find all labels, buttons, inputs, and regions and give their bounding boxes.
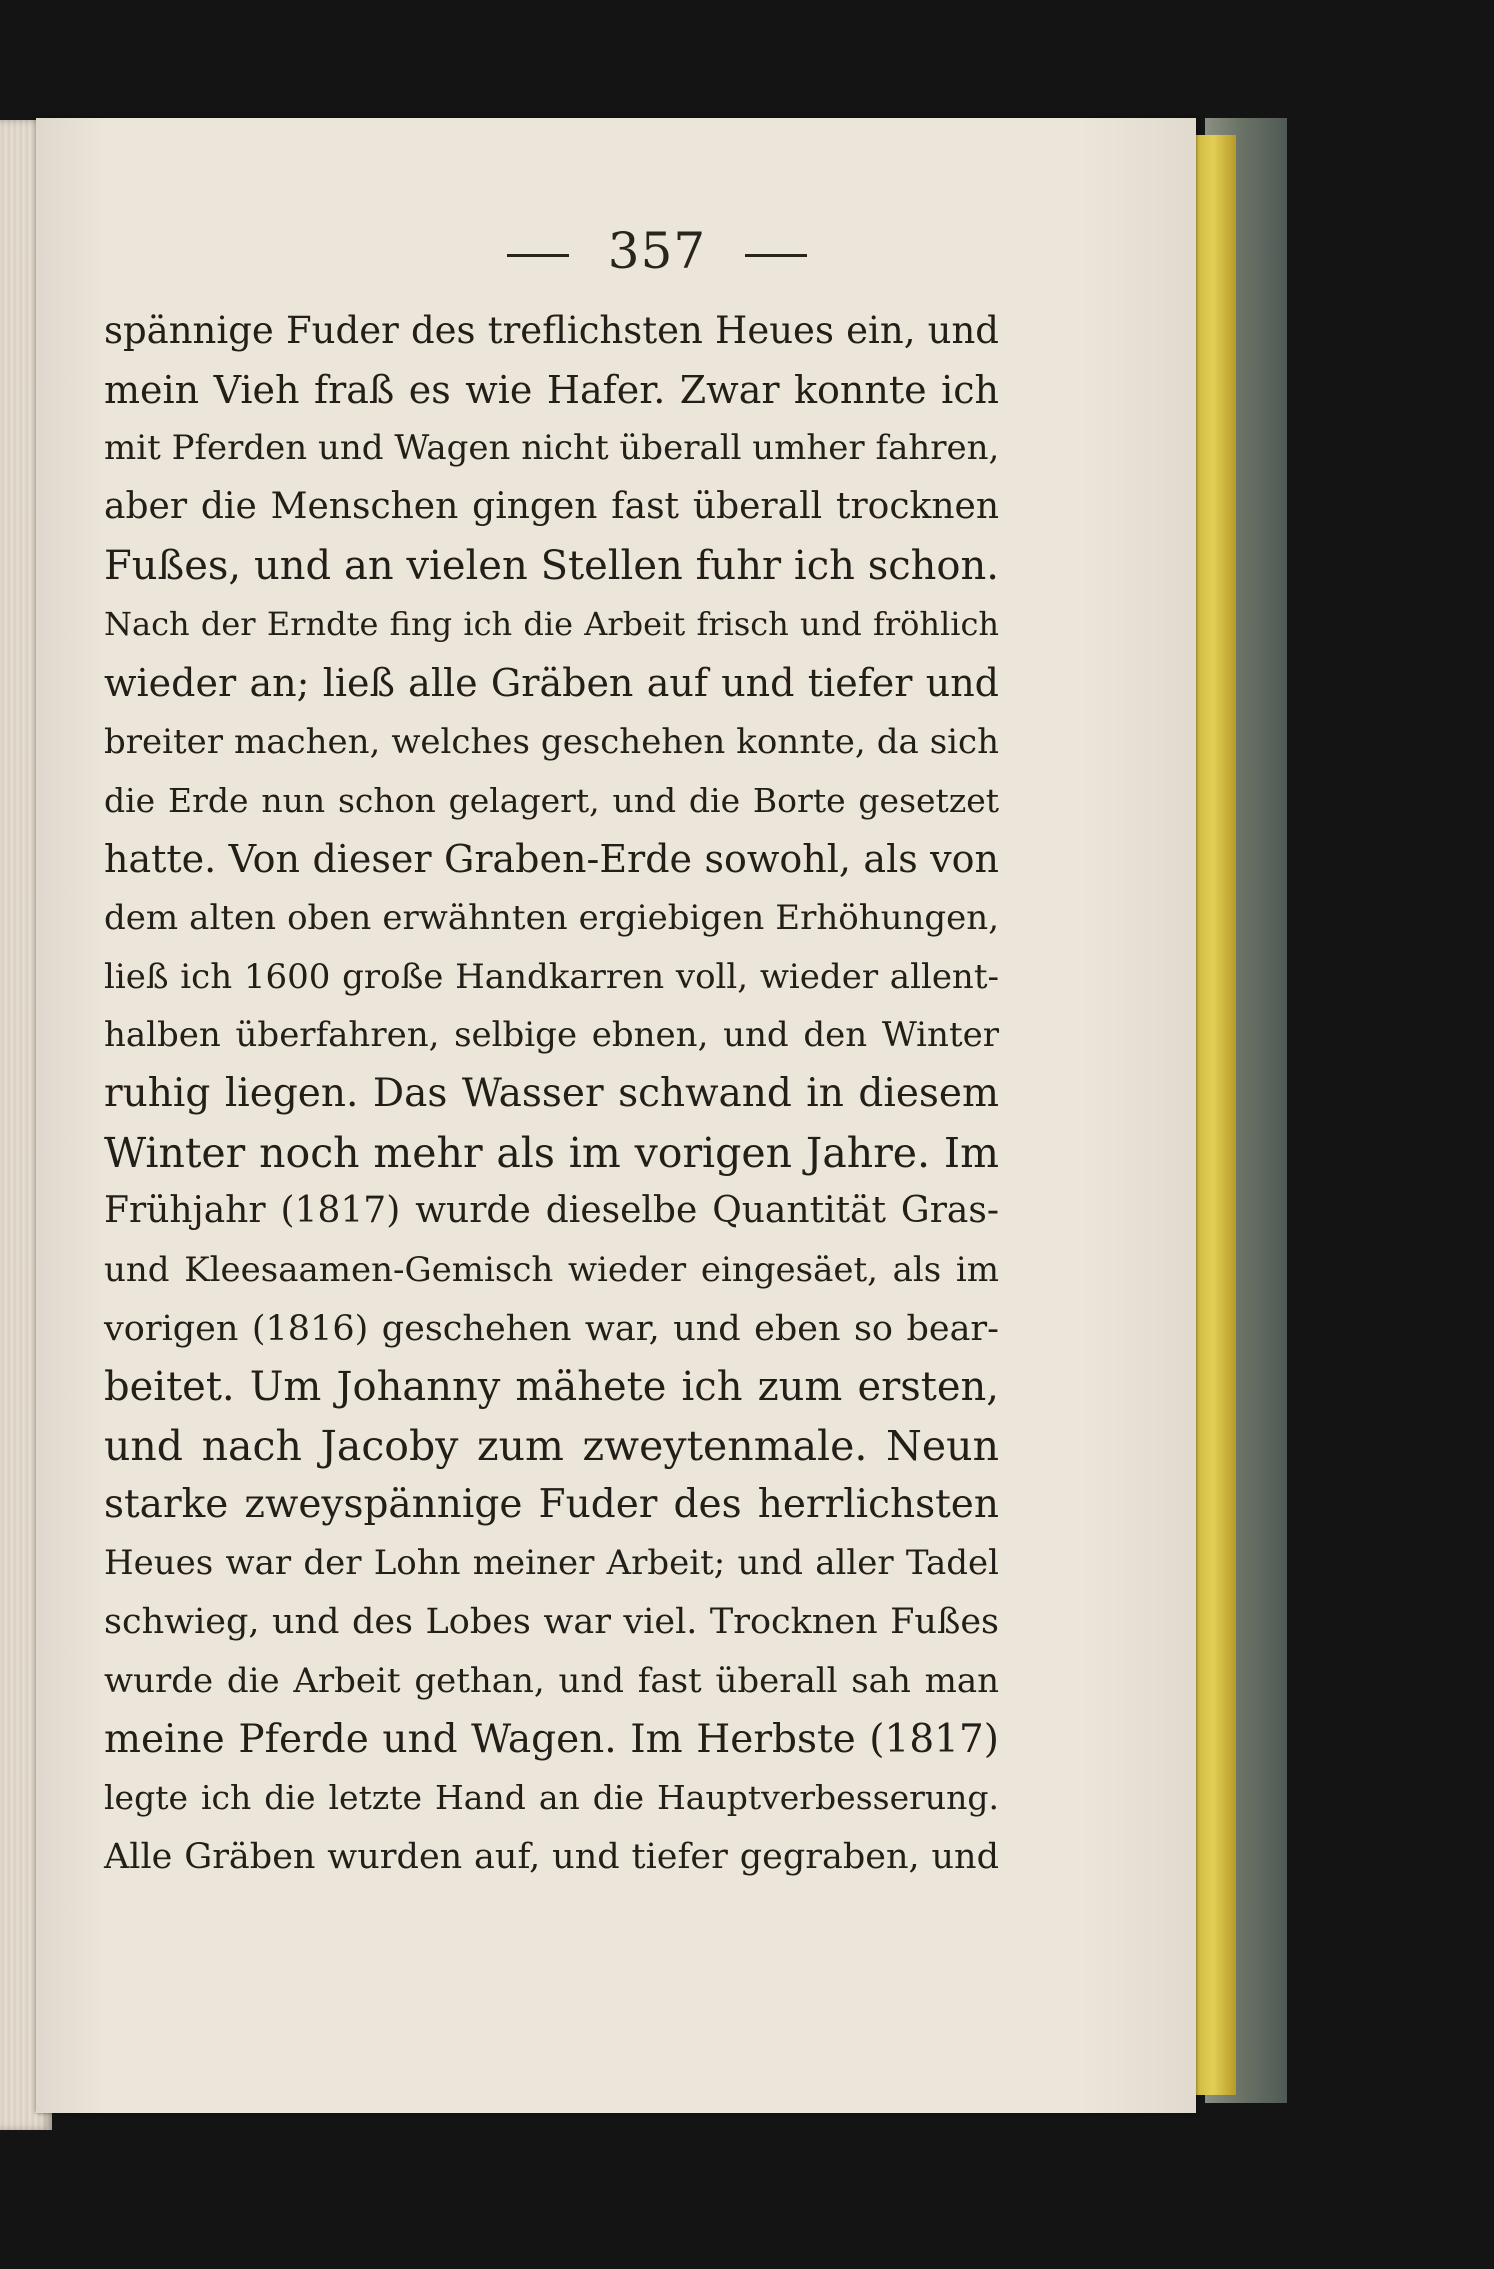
text-line: aber die Menschen gingen fast überall trocknen	[104, 486, 999, 528]
text-line: dem alten oben erwähnten ergiebigen Erhöhungen,	[104, 897, 999, 938]
text-line: starke zweyspännige Fuder des herrlichsten	[104, 1481, 999, 1527]
text-line: schwieg, und des Lobes war viel. Trocknen Fußes	[104, 1602, 999, 1643]
text-line: Heues war der Lohn meiner Arbeit; und aller Tadel	[104, 1543, 999, 1584]
text-line: die Erde nun schon gelagert, und die Borte gesetzet	[104, 780, 999, 820]
text-line: Nach der Erndte fing ich die Arbeit frisch und fröhlich	[104, 605, 999, 644]
gilded-page-edge	[1190, 135, 1236, 2095]
text-line: legte ich die letzte Hand an die Hauptverbesserung.	[104, 1778, 999, 1818]
text-line: hatte. Von dieser Graben-Erde sowohl, als von	[104, 837, 999, 882]
text-line: ruhig liegen. Das Wasser schwand in diesem	[104, 1070, 999, 1116]
text-line: mein Vieh fraß es wie Hafer. Zwar konnte ich	[104, 367, 999, 412]
text-line: und nach Jacoby zum zweytenmale. Neun	[104, 1422, 999, 1471]
text-line: wieder an; ließ alle Gräben auf und tiefer und	[104, 661, 999, 706]
text-line: beitet. Um Johanny mähete ich zum ersten,	[104, 1364, 999, 1411]
body-text	[104, 302, 999, 1887]
text-line: und Kleesaamen-Gemisch wieder eingesäet, als im	[104, 1250, 999, 1290]
text-line: breiter machen, welches geschehen konnte, da sich	[104, 721, 999, 762]
text-line: Fußes, und an vielen Stellen fuhr ich schon.	[104, 542, 999, 589]
text-line: mit Pferden und Wagen nicht überall umher fahren,	[104, 428, 1000, 469]
text-line: spännige Fuder des treflichsten Heues ein, und	[104, 309, 999, 352]
text-line: meine Pferde und Wagen. Im Herbste (1817)	[104, 1716, 999, 1762]
page-number: 357	[607, 222, 707, 280]
text-line: halben überfahren, selbige ebnen, und den Winter	[104, 1015, 999, 1056]
text-line: ließ ich 1600 große Handkarren voll, wieder allent-	[104, 956, 999, 997]
text-line: Frühjahr (1817) wurde dieselbe Quantität Gras-	[104, 1190, 999, 1232]
text-line: Alle Gräben wurden auf, und tiefer gegraben, und	[104, 1836, 999, 1877]
text-line: wurde die Arbeit gethan, und fast überall sah man	[104, 1660, 999, 1701]
text-line: Winter noch mehr als im vorigen Jahre. Im	[104, 1128, 999, 1177]
text-line: vorigen (1816) geschehen war, und eben so bear-	[104, 1308, 999, 1349]
